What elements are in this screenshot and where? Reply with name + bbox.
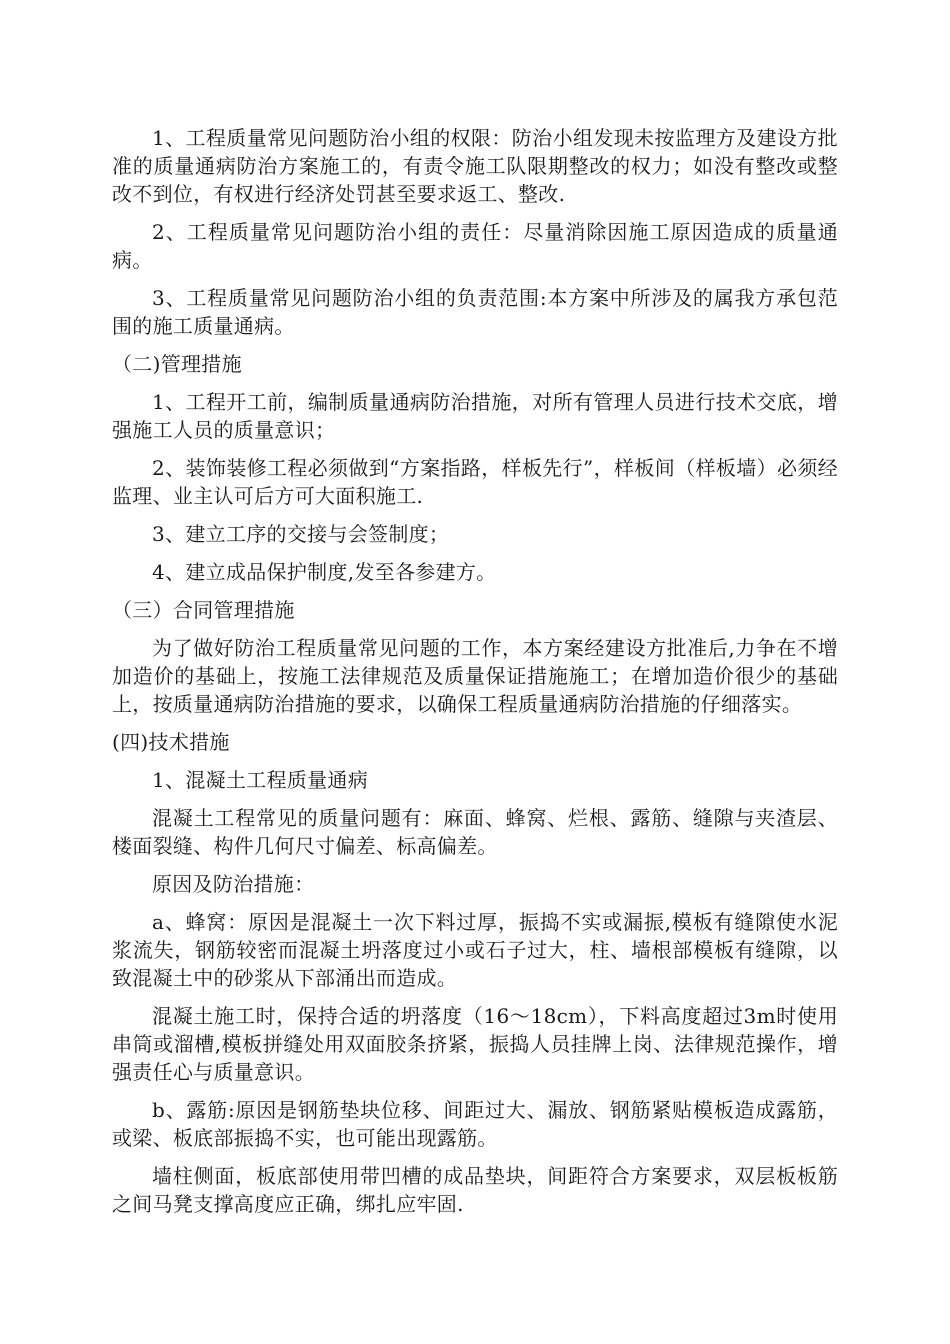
para-honeycomb: a、蜂窝：原因是混凝土一次下料过厚，振捣不实或漏振,模板有缝隙使水泥浆流失，钢筋较密而混凝土坍落度过小或石子过大，柱、墙根部模板有缝隙，以致混凝土中的砂浆从下部涌出而造成。 [112, 910, 838, 990]
heading-management: （二)管理措施 [112, 352, 242, 376]
para-mgmt-4: 4、建立成品保护制度,发至各参建方。 [152, 560, 497, 584]
para-mgmt-2: 2、装饰装修工程必须做到“方案指路，样板先行”，样板间（样板墙）必须经监理、业主认可后方可大面积施工. [112, 456, 838, 508]
para-causes: 原因及防治措施： [152, 872, 315, 896]
para-exposed-rebar: b、露筋:原因是钢筋垫块位移、间距过大、漏放、钢筋紧贴模板造成露筋，或梁、板底部振捣不实，也可能出现露筋。 [112, 1098, 838, 1150]
para-contract: 为了做好防治工程质量常见问题的工作，本方案经建设方批准后,力争在不增加造价的基础上，按施工法律规范及质量保证措施施工；在增加造价很少的基础上，按质量通病防治措施的要求，以确保工程质量通病防治措施的仔细落实。 [112, 636, 838, 716]
para-concrete-title: 1、混凝土工程质量通病 [152, 768, 369, 792]
para-authority: 1、工程质量常见问题防治小组的权限：防治小组发现未按监理方及建设方批准的质量通病防治方案施工的，有责令施工队限期整改的权力；如没有整改或整改不到位，有权进行经济处罚甚至要求返工、整改. [112, 126, 838, 206]
heading-technical: (四)技术措施 [112, 730, 230, 754]
document-body [112, 124, 838, 1228]
para-mgmt-1: 1、工程开工前，编制质量通病防治措施，对所有管理人员进行技术交底，增强施工人员的质量意识； [112, 390, 838, 442]
para-concrete-issues: 混凝土工程常见的质量问题有：麻面、蜂窝、烂根、露筋、缝隙与夹渣层、楼面裂缝、构件几何尺寸偏差、标高偏差。 [112, 806, 838, 858]
para-honeycomb-fix: 混凝土施工时，保持合适的坍落度（16～18cm），下料高度超过3m时使用串筒或溜槽,模板拼缝处用双面胶条挤紧，振捣人员挂牌上岗、法律规范操作，增强责任心与质量意识。 [112, 1004, 838, 1084]
para-responsibility: 2、工程质量常见问题防治小组的责任：尽量消除因施工原因造成的质量通病。 [112, 220, 838, 272]
heading-contract: （三）合同管理措施 [112, 598, 295, 622]
para-mgmt-3: 3、建立工序的交接与会签制度； [152, 522, 450, 546]
para-exposed-rebar-fix: 墙柱侧面，板底部使用带凹槽的成品垫块，间距符合方案要求，双层板板筋之间马凳支撑高度应正确，绑扎应牢固. [112, 1164, 838, 1216]
para-scope: 3、工程质量常见问题防治小组的负责范围:本方案中所涉及的属我方承包范围的施工质量通病。 [112, 286, 838, 338]
